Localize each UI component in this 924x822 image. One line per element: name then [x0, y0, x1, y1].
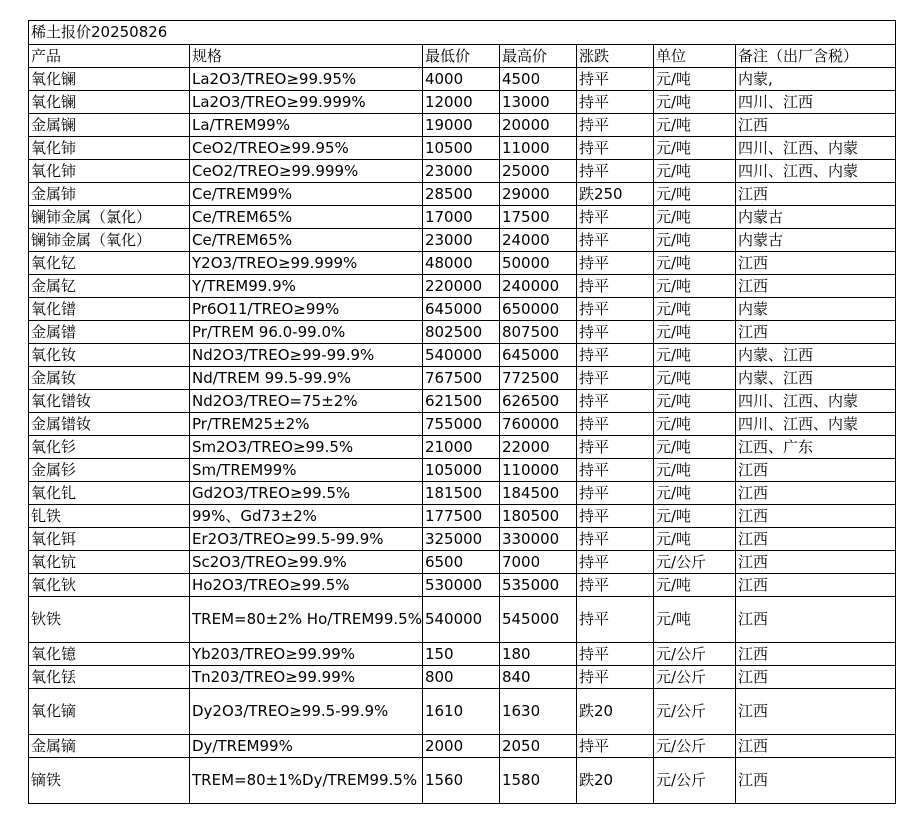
cell-max-price: 626500 [499, 390, 576, 413]
cell-remarks: 江西 [735, 275, 895, 298]
cell-product: 氧化铈 [29, 137, 190, 160]
table-row [29, 666, 896, 689]
cell-min-price: 21000 [422, 436, 499, 459]
cell-max-price: 110000 [499, 459, 576, 482]
cell-unit: 元/吨 [653, 413, 735, 436]
cell-min-price: 755000 [422, 413, 499, 436]
table-row [29, 275, 896, 298]
cell-max-price: 240000 [499, 275, 576, 298]
cell-min-price: 19000 [422, 114, 499, 137]
table-row [29, 252, 896, 275]
cell-change: 持平 [576, 298, 653, 321]
table-row [29, 344, 896, 367]
cell-max-price: 772500 [499, 367, 576, 390]
header-spec: 规格 [190, 45, 423, 68]
cell-min-price: 12000 [422, 91, 499, 114]
cell-product: 氧化钕 [29, 344, 190, 367]
cell-min-price: 1610 [422, 689, 499, 735]
cell-unit: 元/吨 [653, 459, 735, 482]
cell-product: 氧化钆 [29, 482, 190, 505]
cell-spec: Tn203/TREO≥99.99% [190, 666, 423, 689]
cell-remarks: 内蒙、江西 [735, 344, 895, 367]
cell-unit: 元/吨 [653, 298, 735, 321]
cell-change: 持平 [576, 597, 653, 643]
cell-unit: 元/吨 [653, 206, 735, 229]
cell-remarks: 内蒙、江西 [735, 367, 895, 390]
cell-max-price: 840 [499, 666, 576, 689]
cell-remarks: 江西 [735, 574, 895, 597]
cell-product: 镧铈金属（氧化） [29, 229, 190, 252]
table-row [29, 390, 896, 413]
cell-spec: Sm2O3/TREO≥99.5% [190, 436, 423, 459]
cell-min-price: 800 [422, 666, 499, 689]
cell-spec: Dy2O3/TREO≥99.5-99.9% [190, 689, 423, 735]
cell-product: 镧铈金属（氯化） [29, 206, 190, 229]
cell-min-price: 1560 [422, 758, 499, 804]
cell-remarks: 江西 [735, 643, 895, 666]
table-row [29, 551, 896, 574]
cell-remarks: 江西 [735, 114, 895, 137]
table-row [29, 643, 896, 666]
cell-spec: Ho2O3/TREO≥99.5% [190, 574, 423, 597]
cell-spec: Gd2O3/TREO≥99.5% [190, 482, 423, 505]
cell-min-price: 325000 [422, 528, 499, 551]
cell-product: 钆铁 [29, 505, 190, 528]
cell-spec: Sc2O3/TREO≥99.9% [190, 551, 423, 574]
cell-spec: Nd2O3/TREO≥99-99.9% [190, 344, 423, 367]
cell-unit: 元/吨 [653, 114, 735, 137]
cell-change: 持平 [576, 551, 653, 574]
cell-max-price: 13000 [499, 91, 576, 114]
cell-unit: 元/吨 [653, 252, 735, 275]
table-row [29, 137, 896, 160]
cell-min-price: 4000 [422, 68, 499, 91]
cell-max-price: 545000 [499, 597, 576, 643]
header-max-price: 最高价 [499, 45, 576, 68]
cell-unit: 元/吨 [653, 229, 735, 252]
cell-change: 持平 [576, 206, 653, 229]
cell-change: 持平 [576, 137, 653, 160]
cell-unit: 元/公斤 [653, 689, 735, 735]
cell-change: 持平 [576, 252, 653, 275]
cell-unit: 元/吨 [653, 275, 735, 298]
cell-max-price: 1580 [499, 758, 576, 804]
cell-max-price: 1630 [499, 689, 576, 735]
cell-max-price: 2050 [499, 735, 576, 758]
cell-min-price: 23000 [422, 160, 499, 183]
cell-product: 氧化镧 [29, 68, 190, 91]
cell-unit: 元/吨 [653, 367, 735, 390]
cell-remarks: 内蒙古 [735, 229, 895, 252]
cell-min-price: 645000 [422, 298, 499, 321]
cell-spec: Y2O3/TREO≥99.999% [190, 252, 423, 275]
cell-spec: Yb203/TREO≥99.99% [190, 643, 423, 666]
cell-product: 金属钇 [29, 275, 190, 298]
cell-remarks: 江西 [735, 758, 895, 804]
cell-unit: 元/吨 [653, 321, 735, 344]
cell-min-price: 540000 [422, 344, 499, 367]
cell-spec: Er2O3/TREO≥99.5-99.9% [190, 528, 423, 551]
cell-product: 氧化铈 [29, 160, 190, 183]
cell-change: 跌20 [576, 689, 653, 735]
cell-change: 持平 [576, 160, 653, 183]
cell-min-price: 48000 [422, 252, 499, 275]
cell-min-price: 150 [422, 643, 499, 666]
cell-spec: Sm/TREM99% [190, 459, 423, 482]
cell-min-price: 177500 [422, 505, 499, 528]
cell-change: 持平 [576, 436, 653, 459]
table-row [29, 114, 896, 137]
cell-unit: 元/公斤 [653, 551, 735, 574]
cell-spec: La2O3/TREO≥99.999% [190, 91, 423, 114]
cell-product: 金属镧 [29, 114, 190, 137]
cell-spec: CeO2/TREO≥99.95% [190, 137, 423, 160]
cell-remarks: 江西 [735, 689, 895, 735]
cell-spec: CeO2/TREO≥99.999% [190, 160, 423, 183]
table-row [29, 367, 896, 390]
cell-change: 持平 [576, 528, 653, 551]
cell-product: 氧化钐 [29, 436, 190, 459]
table-row [29, 68, 896, 91]
cell-product: 金属钕 [29, 367, 190, 390]
table-row [29, 298, 896, 321]
cell-product: 金属镨 [29, 321, 190, 344]
table-row [29, 321, 896, 344]
cell-unit: 元/吨 [653, 505, 735, 528]
cell-remarks: 江西 [735, 597, 895, 643]
cell-change: 持平 [576, 413, 653, 436]
cell-remarks: 四川、江西、内蒙 [735, 160, 895, 183]
cell-max-price: 645000 [499, 344, 576, 367]
table-row [29, 505, 896, 528]
cell-change: 持平 [576, 505, 653, 528]
table-row [29, 160, 896, 183]
table-row [29, 413, 896, 436]
cell-change: 持平 [576, 275, 653, 298]
cell-spec: Pr/TREM 96.0-99.0% [190, 321, 423, 344]
cell-max-price: 29000 [499, 183, 576, 206]
cell-spec: Y/TREM99.9% [190, 275, 423, 298]
cell-change: 持平 [576, 229, 653, 252]
cell-unit: 元/公斤 [653, 643, 735, 666]
cell-change: 持平 [576, 344, 653, 367]
cell-unit: 元/公斤 [653, 735, 735, 758]
cell-max-price: 50000 [499, 252, 576, 275]
cell-change: 跌250 [576, 183, 653, 206]
cell-spec: TREM=80±1%Dy/TREM99.5% [190, 758, 423, 804]
cell-change: 持平 [576, 390, 653, 413]
cell-spec: La2O3/TREO≥99.95% [190, 68, 423, 91]
cell-min-price: 17000 [422, 206, 499, 229]
cell-min-price: 540000 [422, 597, 499, 643]
cell-min-price: 181500 [422, 482, 499, 505]
header-product: 产品 [29, 45, 190, 68]
cell-unit: 元/吨 [653, 68, 735, 91]
cell-remarks: 四川、江西 [735, 91, 895, 114]
table-row [29, 436, 896, 459]
header-min-price: 最低价 [422, 45, 499, 68]
cell-change: 持平 [576, 321, 653, 344]
cell-max-price: 760000 [499, 413, 576, 436]
table-row [29, 735, 896, 758]
cell-change: 持平 [576, 367, 653, 390]
cell-change: 持平 [576, 459, 653, 482]
cell-spec: Pr6O11/TREO≥99% [190, 298, 423, 321]
cell-max-price: 4500 [499, 68, 576, 91]
cell-spec: Ce/TREM65% [190, 206, 423, 229]
cell-min-price: 802500 [422, 321, 499, 344]
cell-remarks: 四川、江西、内蒙 [735, 137, 895, 160]
cell-product: 氧化镨钕 [29, 390, 190, 413]
cell-remarks: 江西 [735, 459, 895, 482]
cell-remarks: 四川、江西、内蒙 [735, 413, 895, 436]
cell-max-price: 184500 [499, 482, 576, 505]
cell-remarks: 四川、江西、内蒙 [735, 390, 895, 413]
table-row [29, 482, 896, 505]
cell-remarks: 江西 [735, 505, 895, 528]
table-row [29, 597, 896, 643]
cell-remarks: 内蒙古 [735, 206, 895, 229]
cell-product: 氧化镱 [29, 643, 190, 666]
cell-unit: 元/吨 [653, 482, 735, 505]
cell-product: 金属钐 [29, 459, 190, 482]
cell-spec: Pr/TREM25±2% [190, 413, 423, 436]
cell-product: 氧化镧 [29, 91, 190, 114]
cell-min-price: 621500 [422, 390, 499, 413]
cell-change: 持平 [576, 735, 653, 758]
cell-remarks: 江西 [735, 321, 895, 344]
cell-max-price: 17500 [499, 206, 576, 229]
cell-unit: 元/吨 [653, 137, 735, 160]
cell-product: 氧化钬 [29, 574, 190, 597]
table-title: 稀土报价20250826 [29, 21, 896, 45]
cell-spec: Nd/TREM 99.5-99.9% [190, 367, 423, 390]
cell-remarks: 江西、广东 [735, 436, 895, 459]
cell-product: 金属铈 [29, 183, 190, 206]
cell-unit: 元/吨 [653, 390, 735, 413]
cell-max-price: 650000 [499, 298, 576, 321]
cell-product: 金属镝 [29, 735, 190, 758]
cell-max-price: 25000 [499, 160, 576, 183]
cell-min-price: 105000 [422, 459, 499, 482]
header-remarks: 备注（出厂含税） [735, 45, 895, 68]
cell-spec: 99%、Gd73±2% [190, 505, 423, 528]
cell-spec: La/TREM99% [190, 114, 423, 137]
cell-spec: Nd2O3/TREO=75±2% [190, 390, 423, 413]
table-row [29, 183, 896, 206]
cell-unit: 元/吨 [653, 91, 735, 114]
cell-min-price: 2000 [422, 735, 499, 758]
cell-unit: 元/吨 [653, 528, 735, 551]
cell-max-price: 180500 [499, 505, 576, 528]
cell-min-price: 28500 [422, 183, 499, 206]
cell-max-price: 807500 [499, 321, 576, 344]
cell-change: 跌20 [576, 758, 653, 804]
header-unit: 单位 [653, 45, 735, 68]
header-change: 涨跌 [576, 45, 653, 68]
table-row [29, 758, 896, 804]
cell-product: 氧化镝 [29, 689, 190, 735]
cell-unit: 元/公斤 [653, 758, 735, 804]
cell-unit: 元/吨 [653, 344, 735, 367]
cell-product: 氧化钇 [29, 252, 190, 275]
table-row [29, 206, 896, 229]
cell-change: 持平 [576, 68, 653, 91]
cell-change: 持平 [576, 114, 653, 137]
header-row [29, 45, 896, 68]
cell-remarks: 内蒙, [735, 68, 895, 91]
cell-min-price: 530000 [422, 574, 499, 597]
cell-change: 持平 [576, 91, 653, 114]
cell-remarks: 江西 [735, 252, 895, 275]
cell-product: 钬铁 [29, 597, 190, 643]
cell-change: 持平 [576, 666, 653, 689]
cell-product: 氧化镨 [29, 298, 190, 321]
table-row [29, 528, 896, 551]
cell-min-price: 6500 [422, 551, 499, 574]
cell-remarks: 内蒙 [735, 298, 895, 321]
cell-max-price: 7000 [499, 551, 576, 574]
cell-max-price: 22000 [499, 436, 576, 459]
cell-remarks: 江西 [735, 551, 895, 574]
cell-unit: 元/吨 [653, 160, 735, 183]
cell-unit: 元/吨 [653, 597, 735, 643]
cell-unit: 元/吨 [653, 183, 735, 206]
cell-product: 氧化铒 [29, 528, 190, 551]
cell-min-price: 767500 [422, 367, 499, 390]
cell-change: 持平 [576, 482, 653, 505]
cell-spec: TREM=80±2% Ho/TREM99.5% [190, 597, 423, 643]
price-table [28, 20, 896, 804]
cell-remarks: 江西 [735, 482, 895, 505]
cell-min-price: 10500 [422, 137, 499, 160]
cell-max-price: 24000 [499, 229, 576, 252]
table-row [29, 229, 896, 252]
cell-product: 镝铁 [29, 758, 190, 804]
table-row [29, 574, 896, 597]
cell-max-price: 535000 [499, 574, 576, 597]
cell-spec: Ce/TREM99% [190, 183, 423, 206]
cell-remarks: 江西 [735, 183, 895, 206]
cell-min-price: 23000 [422, 229, 499, 252]
cell-remarks: 江西 [735, 666, 895, 689]
cell-unit: 元/公斤 [653, 666, 735, 689]
cell-max-price: 11000 [499, 137, 576, 160]
table-row [29, 91, 896, 114]
cell-spec: Dy/TREM99% [190, 735, 423, 758]
cell-remarks: 江西 [735, 528, 895, 551]
cell-max-price: 180 [499, 643, 576, 666]
cell-product: 氧化铥 [29, 666, 190, 689]
table-row [29, 689, 896, 735]
table-row [29, 459, 896, 482]
cell-unit: 元/吨 [653, 574, 735, 597]
cell-change: 持平 [576, 574, 653, 597]
cell-product: 金属镨钕 [29, 413, 190, 436]
cell-max-price: 330000 [499, 528, 576, 551]
cell-spec: Ce/TREM65% [190, 229, 423, 252]
cell-unit: 元/吨 [653, 436, 735, 459]
cell-change: 持平 [576, 643, 653, 666]
cell-max-price: 20000 [499, 114, 576, 137]
cell-remarks: 江西 [735, 735, 895, 758]
cell-product: 氧化钪 [29, 551, 190, 574]
cell-min-price: 220000 [422, 275, 499, 298]
